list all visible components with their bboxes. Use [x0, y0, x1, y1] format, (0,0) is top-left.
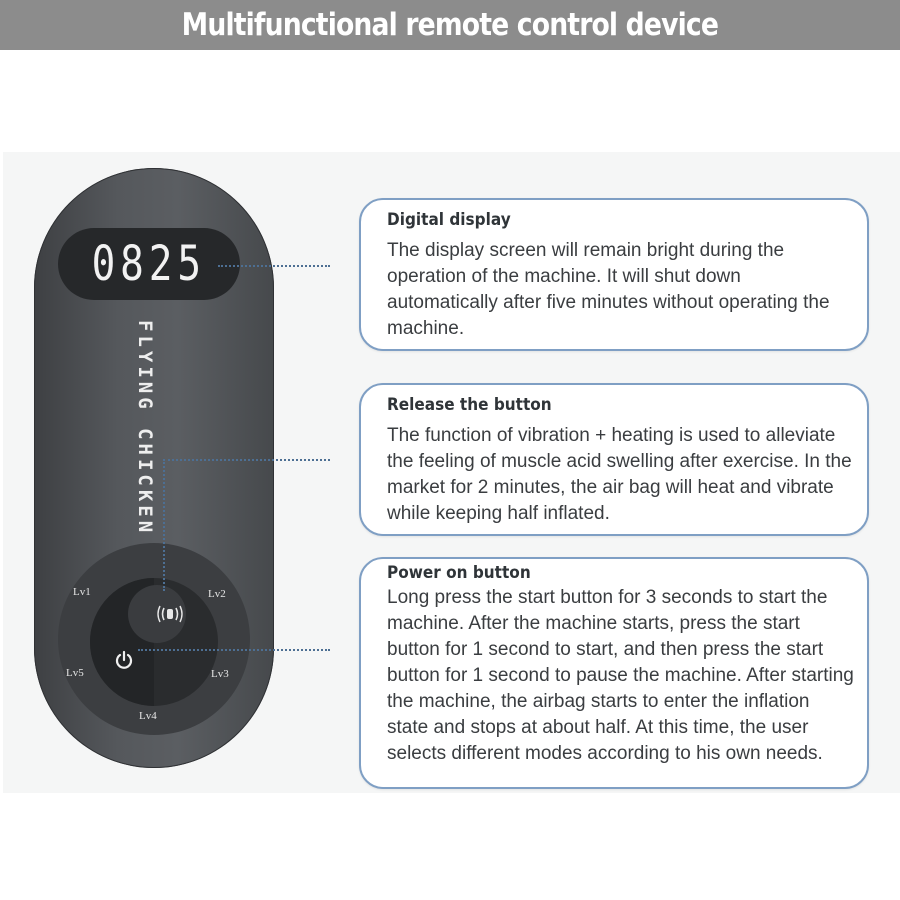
callout-title: Digital display [387, 210, 511, 230]
level-label-lv2: Lv2 [208, 588, 226, 600]
level-label-lv5: Lv5 [66, 667, 84, 679]
digital-display [58, 228, 240, 300]
brand-text: FLYING CHICKEN [134, 320, 156, 537]
leader-line-power [138, 649, 330, 651]
callout-title: Power on button [387, 563, 531, 583]
vibration-icon [155, 604, 185, 624]
level-label-lv1: Lv1 [73, 586, 91, 598]
callout-text: The function of vibration + heating is used to alleviate the feeling of muscle acid swelling after exercise. In the market for 2 minutes, the air bag will heat and vibrate while keeping half inflated. [387, 425, 852, 524]
callout-power-button [359, 557, 869, 789]
power-icon[interactable] [114, 650, 134, 670]
leader-line-release [163, 459, 330, 461]
level-label-lv3: Lv3 [211, 668, 229, 680]
page-title: Multifunctional remote control device [181, 7, 719, 43]
title-banner [0, 0, 900, 50]
callout-digital-display [359, 198, 869, 351]
display-digits: 0825 [91, 236, 207, 292]
callout-text: Long press the start button for 3 seconds to start the machine. After the machine starts, press the start button for 1 second to start, and then press the start button for 1 second to pause the machine. After starting the machine, the airbag starts to enter the inflation state and stops at about half. At this time, the user selects different modes according to his own needs. [387, 587, 854, 764]
leader-line-release-vertical [163, 459, 165, 591]
brand-label [100, 320, 190, 537]
level-label-lv4: Lv4 [139, 710, 157, 722]
callout-title: Release the button [387, 395, 552, 415]
callout-release-button [359, 383, 869, 536]
callout-text: The display screen will remain bright during the operation of the machine. It will shut down automatically after five minutes without operating the machine. [387, 240, 830, 339]
leader-line-display [218, 265, 330, 267]
